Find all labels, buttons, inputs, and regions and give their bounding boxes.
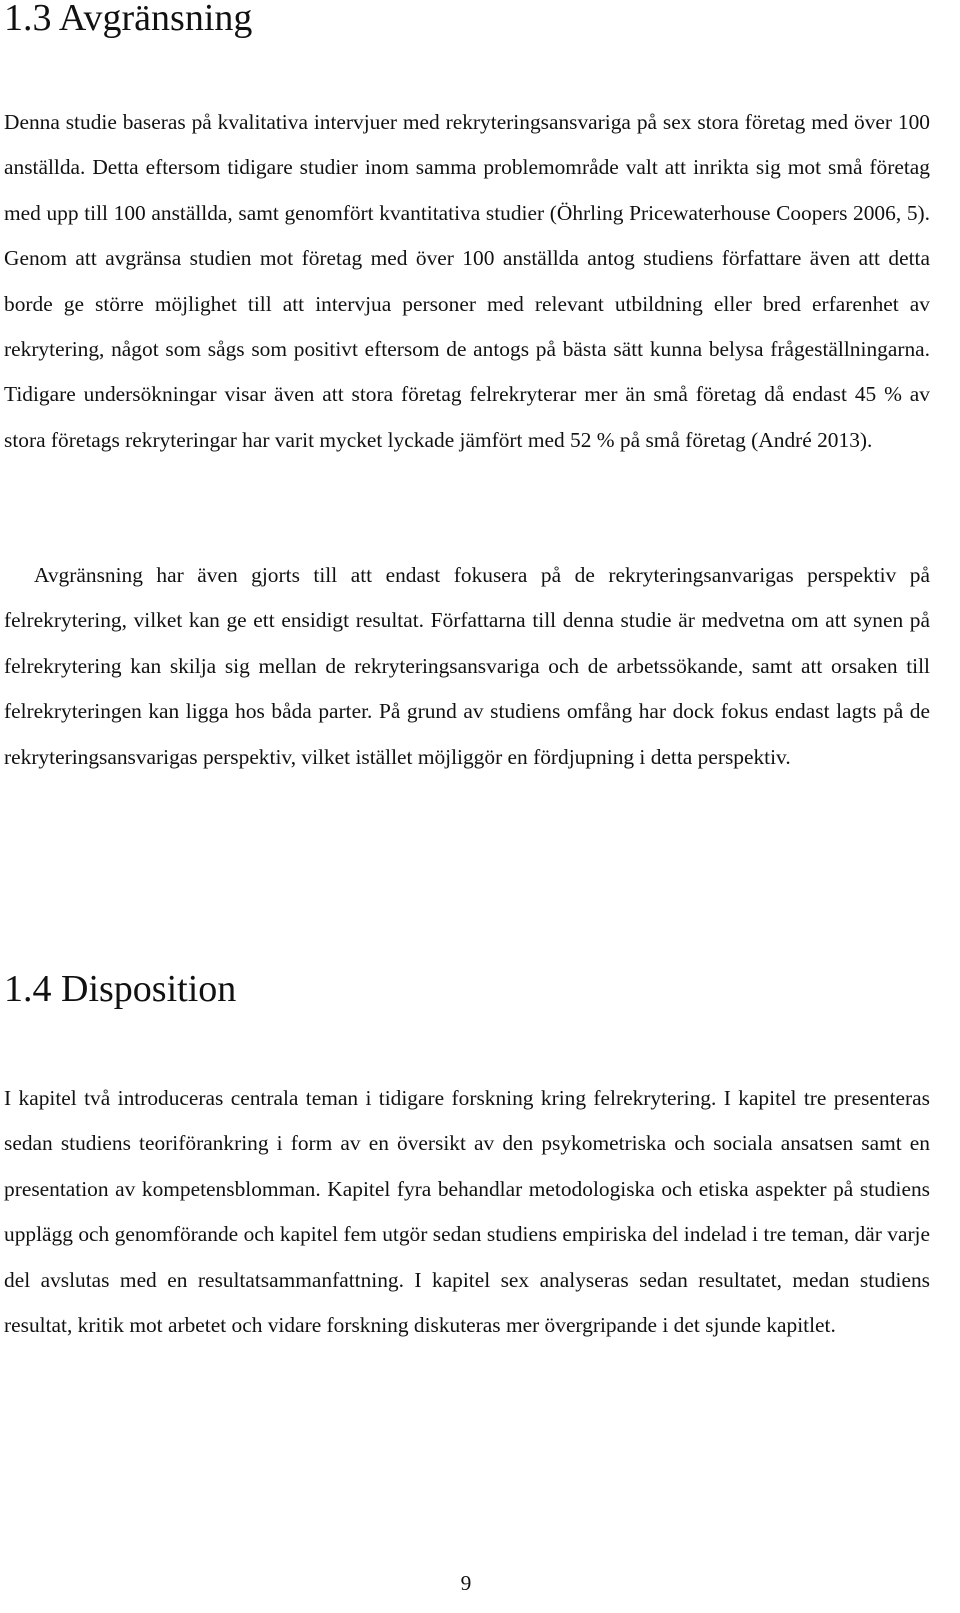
section-heading-disposition: 1.4 Disposition xyxy=(4,968,237,1010)
section-heading-avgransning: 1.3 Avgränsning xyxy=(4,0,253,39)
paragraph-avgransning-1: Denna studie baseras på kvalitativa intervjuer med rekryteringsansvariga på sex stora företag med över 100 anställda. Detta eftersom tidigare studier inom samma problemområde valt att inrikta sig mot små företag med upp till 100 anställda, samt genomfört kvantitativa studier (Öhrling Pricewaterhouse Coopers 2006, 5). Genom att avgränsa studien mot företag med över 100 anställda antog studiens författare även att detta borde ge större möjlighet till att intervjua personer med relevant utbildning eller bred erfarenhet av rekrytering, något som sågs som positivt eftersom de antogs på bästa sätt kunna belysa frågeställningarna. Tidigare undersökningar visar även att stora företag felrekryterar mer än små företag då endast 45 % av stora företags rekryteringar har varit mycket lyckade jämfört med 52 % på små företag (André 2013). xyxy=(4,110,930,452)
paragraph-disposition: I kapitel två introduceras centrala teman i tidigare forskning kring felrekrytering. I kapitel tre presenteras sedan studiens teoriförankring i form av en översikt av den psykometriska och sociala ansatsen samt en presentation av kompetensblomman. Kapitel fyra behandlar metodologiska och etiska aspekter på studiens upplägg och genomförande och kapitel fem utgör sedan studiens empiriska del indelad i tre teman, där varje del avslutas med en resultatsammanfattning. I kapitel sex analyseras sedan resultatet, medan studiens resultat, kritik mot arbetet och vidare forskning diskuteras mer övergripande i det sjunde kapitlet. xyxy=(4,1086,930,1338)
page-number: 9 xyxy=(460,1571,472,1595)
paragraph-avgransning-2: Avgränsning har även gjorts till att endast fokusera på de rekryteringsanvarigas perspektiv på felrekrytering, vilket kan ge ett ensidigt resultat. Författarna till denna studie är medvetna om att synen på felrekrytering kan skilja sig mellan de rekryteringsansvariga och de arbetssökande, samt att orsaken till felrekryteringen kan ligga hos båda parter. På grund av studiens omfång har dock fokus endast lagts på de rekryteringsansvarigas perspektiv, vilket istället möjliggör en fördjupning i detta perspektiv. xyxy=(4,563,930,769)
